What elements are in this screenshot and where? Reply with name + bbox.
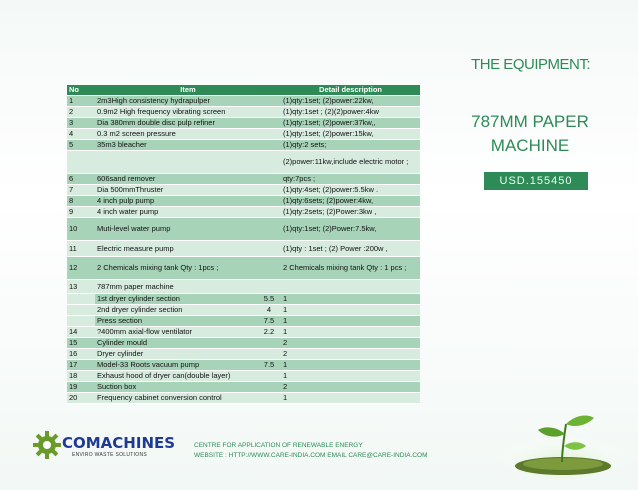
gear-icon xyxy=(32,430,62,460)
row-no: 8 xyxy=(67,196,95,207)
row-item: 0.3 m2 screen pressure xyxy=(95,129,281,140)
table-row xyxy=(67,316,420,327)
row-power xyxy=(257,338,281,349)
footer xyxy=(194,441,428,461)
row-qty: 1 xyxy=(281,327,420,338)
row-item xyxy=(95,151,281,174)
row-no: 19 xyxy=(67,382,95,393)
row-qty: 1 xyxy=(281,294,420,305)
equipment-table xyxy=(67,85,420,404)
machine-title-line2: MACHINE xyxy=(490,136,570,155)
table-row xyxy=(67,185,420,196)
header-item: Item xyxy=(95,85,281,96)
row-no xyxy=(67,151,95,174)
row-no: 15 xyxy=(67,338,95,349)
row-detail: (2)power:11kw,include electric motor ; xyxy=(281,151,420,174)
row-item: 2m3High consistency hydrapulper xyxy=(95,96,281,107)
row-item: Muti-level water pump xyxy=(95,218,281,241)
row-qty: 1 xyxy=(281,305,420,316)
footer-org: CENTRE FOR APPLICATION OF RENEWABLE ENERGY xyxy=(194,442,363,449)
row-item: 787mm paper machine xyxy=(95,280,420,294)
row-power xyxy=(257,371,281,382)
row-qty: 2 xyxy=(281,349,420,360)
row-item: Dia 380mm double disc pulp refiner xyxy=(95,118,281,129)
table-row xyxy=(67,382,420,393)
row-power xyxy=(257,393,281,404)
footer-contact: WEBSITE : HTTP://WWW.CARE-INDIA.COM EMAIL CARE@CARE-INDIA.COM xyxy=(194,452,428,459)
row-qty: 2 xyxy=(281,338,420,349)
row-power: 4 xyxy=(257,305,281,316)
row-no: 5 xyxy=(67,140,95,151)
table-row xyxy=(67,305,420,316)
row-detail: (1)qty:1set; (2)power:37kw,, xyxy=(281,118,420,129)
row-qty: 2 xyxy=(281,382,420,393)
table-row xyxy=(67,327,420,338)
row-item: 4 inch water pump xyxy=(95,207,281,218)
company-logo xyxy=(32,430,182,466)
slide-title: THE EQUIPMENT: xyxy=(471,56,590,73)
row-power: 7.5 xyxy=(257,360,281,371)
row-item: ?400mm axial-flow ventilator xyxy=(95,327,257,338)
table-row xyxy=(67,196,420,207)
row-detail: (1)qty:6sets; (2)power:4kw, xyxy=(281,196,420,207)
row-no: 11 xyxy=(67,241,95,257)
row-no: 12 xyxy=(67,257,95,280)
row-power: 7.5 xyxy=(257,316,281,327)
row-no: 9 xyxy=(67,207,95,218)
machine-title-line1: 787MM PAPER xyxy=(471,112,589,131)
row-detail: (1)qty:1set ; (2)(2)power:4kw xyxy=(281,107,420,118)
row-item: Suction box xyxy=(95,382,257,393)
row-no: 2 xyxy=(67,107,95,118)
table-row xyxy=(67,118,420,129)
row-detail: (1)qty : 1set ; (2) Power :200w , xyxy=(281,241,420,257)
row-detail: (1)qty:2sets; (2)Power:3kw , xyxy=(281,207,420,218)
row-detail: qty:7pcs ; xyxy=(281,174,420,185)
row-item: Frequency cabinet conversion control xyxy=(95,393,257,404)
row-qty: 1 xyxy=(281,393,420,404)
row-qty: 1 xyxy=(281,371,420,382)
table-row xyxy=(67,294,420,305)
table-row xyxy=(67,151,420,174)
table-row xyxy=(67,280,420,294)
row-no xyxy=(67,316,95,327)
row-item: 1st dryer cylinder section xyxy=(95,294,257,305)
row-power xyxy=(257,382,281,393)
row-detail: (1)qty:1set; (2)Power:7.5kw, xyxy=(281,218,420,241)
row-detail: (1)qty:1set; (2)power:22kw, xyxy=(281,96,420,107)
row-item: 35m3 bleacher xyxy=(95,140,281,151)
row-no: 18 xyxy=(67,371,95,382)
table-row xyxy=(67,371,420,382)
row-power: 2.2 xyxy=(257,327,281,338)
price-badge: USD.155450 xyxy=(484,172,588,190)
machine-title xyxy=(460,110,600,158)
row-item: 0.9m2 High frequency vibrating screen xyxy=(95,107,281,118)
logo-tagline: ENVIRO WASTE SOLUTIONS xyxy=(72,452,148,458)
row-item: Electric measure pump xyxy=(95,241,281,257)
header-detail: Detail description xyxy=(281,85,420,96)
table-row xyxy=(67,218,420,241)
table-row xyxy=(67,129,420,140)
row-no: 7 xyxy=(67,185,95,196)
row-detail: 2 Chemicals mixing tank Qty : 1 pcs ; xyxy=(281,257,420,280)
logo-text: COMACHINES xyxy=(62,434,176,452)
table-header-row xyxy=(67,85,420,96)
table-row xyxy=(67,338,420,349)
row-no: 16 xyxy=(67,349,95,360)
row-item: Press section xyxy=(95,316,257,327)
table-row xyxy=(67,174,420,185)
row-power xyxy=(257,349,281,360)
table-row xyxy=(67,140,420,151)
row-detail: (1)qty:4set; (2)power:5.5kw . xyxy=(281,185,420,196)
header-no: No xyxy=(67,85,95,96)
row-item: 2 Chemicals mixing tank Qty : 1pcs ; xyxy=(95,257,281,280)
row-item: 4 inch pulp pump xyxy=(95,196,281,207)
row-no: 10 xyxy=(67,218,95,241)
row-detail: (1)qty:2 sets; xyxy=(281,140,420,151)
row-no xyxy=(67,294,95,305)
row-item: Dryer cylinder xyxy=(95,349,257,360)
row-qty: 1 xyxy=(281,316,420,327)
table-row xyxy=(67,360,420,371)
row-qty: 1 xyxy=(281,360,420,371)
row-no: 6 xyxy=(67,174,95,185)
table-row xyxy=(67,96,420,107)
row-no: 1 xyxy=(67,96,95,107)
row-no: 13 xyxy=(67,280,95,294)
row-no: 4 xyxy=(67,129,95,140)
table-row xyxy=(67,241,420,257)
row-item: Exhaust hood of dryer can(double layer) xyxy=(95,371,257,382)
table-row xyxy=(67,257,420,280)
row-item: 2nd dryer cylinder section xyxy=(95,305,257,316)
table-row xyxy=(67,349,420,360)
row-power: 5.5 xyxy=(257,294,281,305)
row-no: 17 xyxy=(67,360,95,371)
row-detail: (1)qty:1set; (2)power:15kw, xyxy=(281,129,420,140)
table-row xyxy=(67,207,420,218)
table-row xyxy=(67,393,420,404)
row-no: 20 xyxy=(67,393,95,404)
row-no: 3 xyxy=(67,118,95,129)
row-item: 606sand remover xyxy=(95,174,281,185)
table-row xyxy=(67,107,420,118)
row-item: Cylinder mould xyxy=(95,338,257,349)
seedling-icon xyxy=(498,400,628,480)
row-no xyxy=(67,305,95,316)
row-item: Dia 500mmThruster xyxy=(95,185,281,196)
row-item: Model-33 Roots vacuum pump xyxy=(95,360,257,371)
row-no: 14 xyxy=(67,327,95,338)
